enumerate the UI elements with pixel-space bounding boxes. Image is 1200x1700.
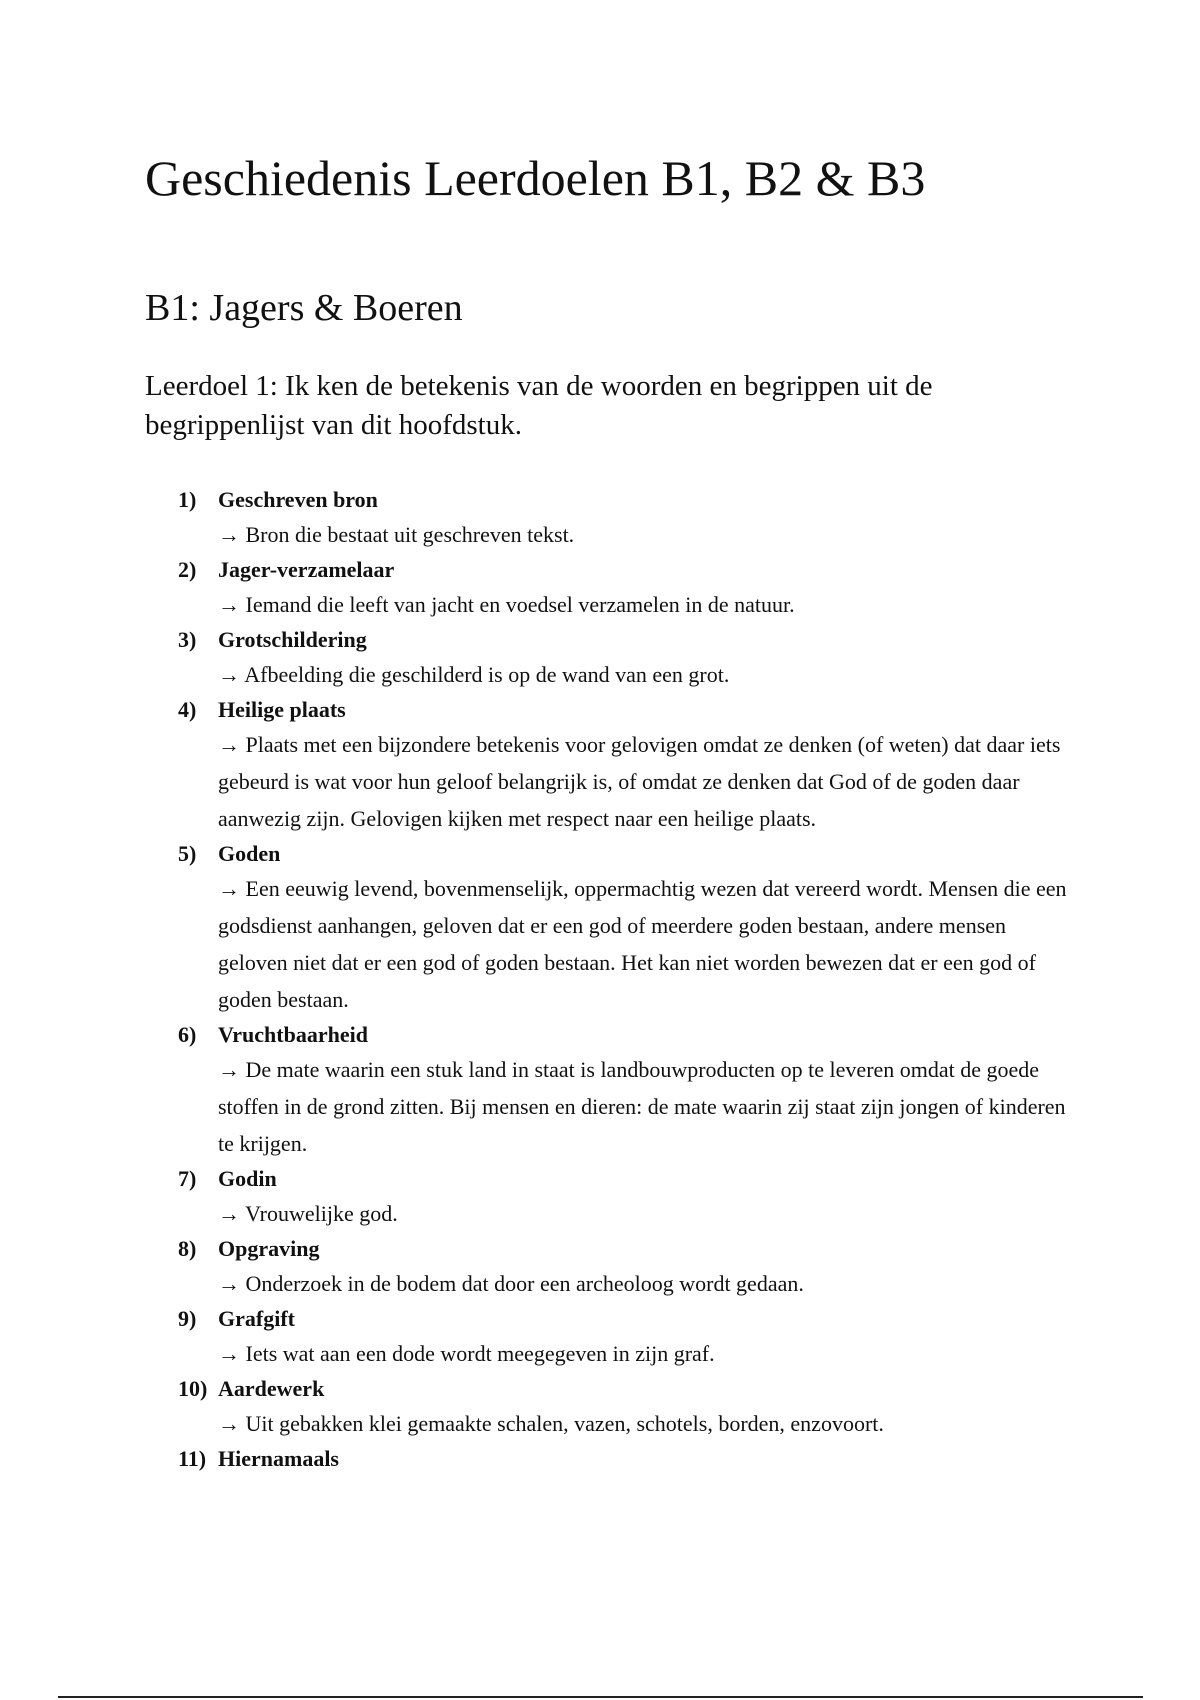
term-number: 3) — [178, 627, 197, 652]
term-name: Godin — [218, 1166, 277, 1191]
term-name: Jager-verzamelaar — [218, 557, 395, 582]
term-number: 9) — [178, 1306, 197, 1331]
term-item — [178, 1373, 1078, 1442]
term-definition: → Uit gebakken klei gemaakte schalen, vazen, schotels, borden, enzovoort. — [218, 1411, 884, 1436]
term-definition: → Plaats met een bijzondere betekenis voor gelovigen omdat ze denken (of weten) dat daar iets gebeurd is wat voor hun geloof belangrijk is, of omdat ze denken dat God of de goden daar aanwezig zijn. Gelovigen kijken met respect naar een heilige plaats. — [218, 732, 1061, 831]
learning-goal: Leerdoel 1: Ik ken de betekenis van de woorden en begrippen uit de begrippenlijst van dit hoofdstuk. — [145, 370, 933, 441]
term-definition: → De mate waarin een stuk land in staat is landbouwproducten op te leveren omdat de goede stoffen in de grond zitten. Bij mensen en dieren: de mate waarin zij staat zijn jongen of kinderen te krijgen. — [218, 1057, 1066, 1156]
term-name: Grotschildering — [218, 627, 367, 652]
term-number: 8) — [178, 1236, 197, 1261]
term-number: 1) — [178, 487, 197, 512]
term-name: Hiernamaals — [218, 1446, 339, 1471]
term-definition: → Een eeuwig levend, bovenmenselijk, oppermachtig wezen dat vereerd wordt. Mensen die een godsdienst aanhangen, geloven dat er een god of meerdere goden bestaan, andere mensen geloven niet dat er een god of goden bestaan. Het kan niet worden bewezen dat er een god of goden bestaan. — [218, 876, 1067, 1012]
term-list — [178, 484, 1078, 1475]
term-name: Goden — [218, 841, 281, 866]
term-number: 7) — [178, 1166, 197, 1191]
term-item — [178, 1443, 1078, 1475]
term-item — [178, 1303, 1078, 1372]
term-number: 6) — [178, 1022, 197, 1047]
term-number: 11) — [178, 1446, 207, 1471]
term-definition: → Afbeelding die geschilderd is op de wand van een grot. — [218, 662, 730, 687]
term-definition: → Iets wat aan een dode wordt meegegeven in zijn graf. — [218, 1341, 715, 1366]
term-item — [178, 624, 1078, 693]
term-item — [178, 554, 1078, 623]
term-definition: → Onderzoek in de bodem dat door een archeoloog wordt gedaan. — [218, 1271, 804, 1296]
term-name: Grafgift — [218, 1306, 295, 1331]
term-name: Geschreven bron — [218, 487, 378, 512]
term-name: Aardewerk — [218, 1376, 325, 1401]
term-number: 4) — [178, 697, 197, 722]
term-definition: → Iemand die leeft van jacht en voedsel verzamelen in de natuur. — [218, 592, 795, 617]
term-name: Heilige plaats — [218, 697, 346, 722]
term-item — [178, 1019, 1078, 1162]
term-item — [178, 694, 1078, 837]
term-item — [178, 1233, 1078, 1302]
term-number: 2) — [178, 557, 197, 582]
document-title: Geschiedenis Leerdoelen B1, B2 & B3 — [145, 150, 926, 206]
term-definition: → Bron die bestaat uit geschreven tekst. — [218, 522, 575, 547]
term-item — [178, 838, 1078, 1018]
term-name: Vruchtbaarheid — [218, 1022, 368, 1047]
term-name: Opgraving — [218, 1236, 320, 1261]
footer-divider — [58, 1696, 1143, 1698]
term-number: 5) — [178, 841, 197, 866]
term-item — [178, 484, 1078, 553]
section-heading: B1: Jagers & Boeren — [145, 287, 463, 329]
term-item — [178, 1163, 1078, 1232]
term-number: 10) — [178, 1376, 208, 1401]
term-definition: → Vrouwelijke god. — [218, 1201, 398, 1226]
